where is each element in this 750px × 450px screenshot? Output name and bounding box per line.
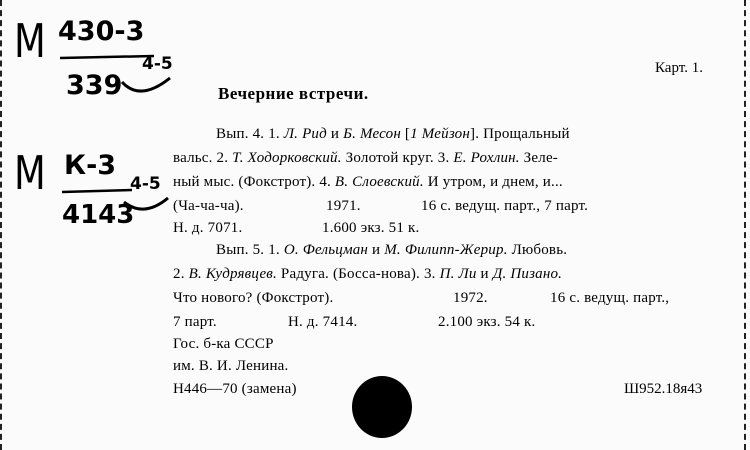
issue-4-copies: 1.600 экз. 51 к. [322, 220, 420, 236]
issue-5-nd: Н. д. 7414. [288, 314, 358, 330]
issue-4-line-1: Вып. 4. 1. Л. Рид и Б. Месон [1 Мейзон]. Прощальный [216, 126, 570, 142]
mark-2-top: К-3 [64, 150, 117, 181]
library-line-3: Н446—70 (замена) [173, 381, 297, 397]
issue-4-line-3: ный мыс. (Фокстрот). 4. В. Слоевский. И утром, и днем, и... [173, 174, 563, 190]
card-title: Вечерние встречи. [218, 84, 369, 103]
card-number: Карт. 1. [655, 60, 703, 76]
issue-4-line-4a: (Ча-ча-ча). [173, 198, 244, 214]
issue-5-pages: 16 с. ведущ. парт., [550, 290, 670, 306]
issue-5-line-2: 2. В. Кудрявцев. Радуга. (Босса-нова). 3. П. Ли и Д. Пизано. [173, 266, 563, 282]
mark-1-bottom: 339 [66, 70, 123, 101]
mark-2-bottom: 4143 [62, 200, 135, 230]
issue-5-line-3a: Что нового? (Фокстрот). [173, 290, 334, 306]
issue-5-line-1: Вып. 5. 1. О. Фельцман и М. Филипп-Жерир. Любовь. [216, 242, 568, 258]
mark-1-side: 4-5 [142, 54, 173, 74]
mark-1-top: 430-3 [58, 16, 145, 47]
issue-4-nd: Н. д. 7071. [173, 220, 243, 236]
issue-5-copies: 2.100 экз. 54 к. [438, 314, 536, 330]
mark-2-side: 4-5 [130, 174, 161, 194]
mark-1-flourish [118, 74, 174, 102]
mark-2-letter: М [13, 146, 46, 200]
card-right-edge [744, 0, 746, 450]
issue-5-parts: 7 парт. [173, 314, 217, 330]
issue-4-line-2: вальс. 2. Т. Ходорковский. Золотой круг. 3. Е. Рохлин. Зеле- [173, 150, 558, 166]
issue-5-year: 1972. [453, 290, 488, 306]
card-left-edge [0, 0, 2, 450]
library-line-1: Гос. б-ка СССР [173, 336, 274, 352]
issue-4-year: 1971. [326, 198, 361, 214]
classification-code: Ш952.18я43 [624, 381, 703, 397]
issue-4-pages: 16 с. ведущ. парт., 7 парт. [421, 198, 589, 214]
mark-2-flourish [120, 192, 172, 220]
mark-1-letter: М [13, 14, 46, 68]
library-line-2: им. В. И. Ленина. [173, 358, 289, 374]
ink-blot [352, 376, 412, 438]
